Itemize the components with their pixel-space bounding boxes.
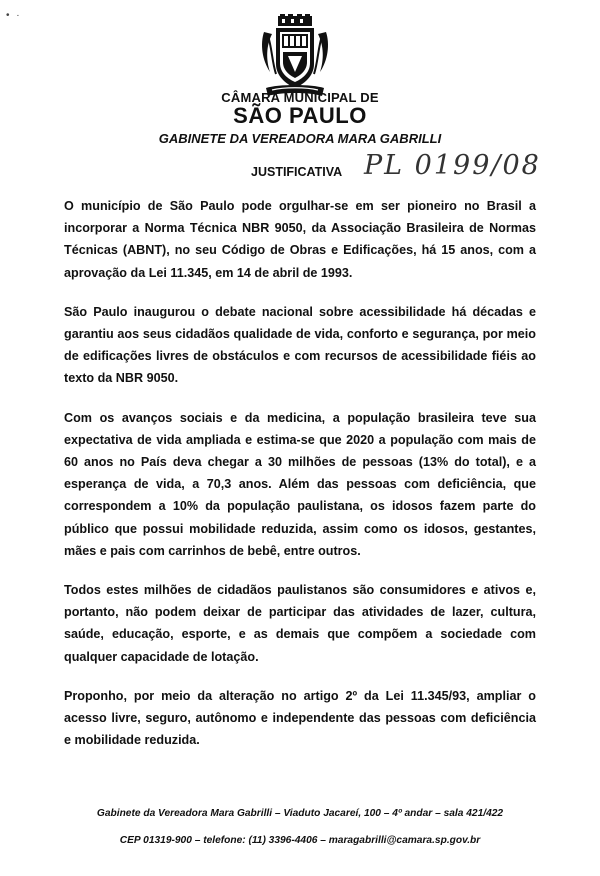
cabinet-name: GABINETE DA VEREADORA MARA GABRILLI: [158, 131, 442, 146]
scan-mark: • ·: [6, 10, 22, 21]
handwritten-bill-number: PL 0199/08: [364, 150, 541, 181]
document-title: JUSTIFICATIVA: [251, 165, 343, 179]
paragraph-4: Todos estes milhões de cidadãos paulistanos são consumidores e ativos e, portanto, não podem deixar de participar das atividades de lazer, cultura, saúde, educação, esporte, e as demais que compõem a sociedade com qualquer capacidade de lotação.: [64, 583, 536, 664]
paragraph-1: O município de São Paulo pode orgulhar-se em ser pioneiro no Brasil a incorporar a Norma Técnica NBR 9050, da Associação Brasileira de Normas Técnicas (ABNT), no seu Código de Obras e Edificações, há 15 anos, com a aprovação da Lei 11.345, em 14 de abril de 1993.: [64, 199, 536, 280]
justification-body: [64, 195, 536, 768]
institution-name-line1: CÂMARA MUNICIPAL DE: [221, 90, 379, 105]
city-coat-of-arms-icon: [258, 14, 332, 100]
footer-address: Gabinete da Vereadora Mara Gabrilli – Viaduto Jacareí, 100 – 4º andar – sala 421/422: [96, 808, 504, 819]
paragraph-3: Com os avanços sociais e da medicina, a população brasileira teve sua expectativa de vida ampliada e estima-se que 2020 a população com mais de 60 anos no País deva chegar a 30 milhões de pessoas (13% do total), e a esperança de vida, a 70,3 anos. Além das pessoas com deficiência, que correspondem a 10% da população paulistana, os idosos fazem parte do público que possui mobilidade reduzida, assim como os idosos, gestantes, mães e pais com carrinhos de bebê, entre outros.: [64, 410, 536, 558]
footer-contact: CEP 01319-900 – telefone: (11) 3396-4406 – maragabrilli@camara.sp.gov.br: [119, 835, 481, 846]
paragraph-2: São Paulo inaugurou o debate nacional sobre acessibilidade há décadas e garantiu aos seus cidadãos qualidade de vida, conforto e segurança, por meio de edificações livres de obstáculos e com recursos de acessibilidade fiéis ao texto da NBR 9050.: [64, 304, 536, 386]
paragraph-5: Proponho, por meio da alteração no artigo 2º da Lei 11.345/93, ampliar o acesso livre, seguro, autônomo e independente das pessoas com deficiência e mobilidade reduzida.: [64, 688, 536, 748]
institution-name-line2: SÃO PAULO: [233, 103, 367, 128]
